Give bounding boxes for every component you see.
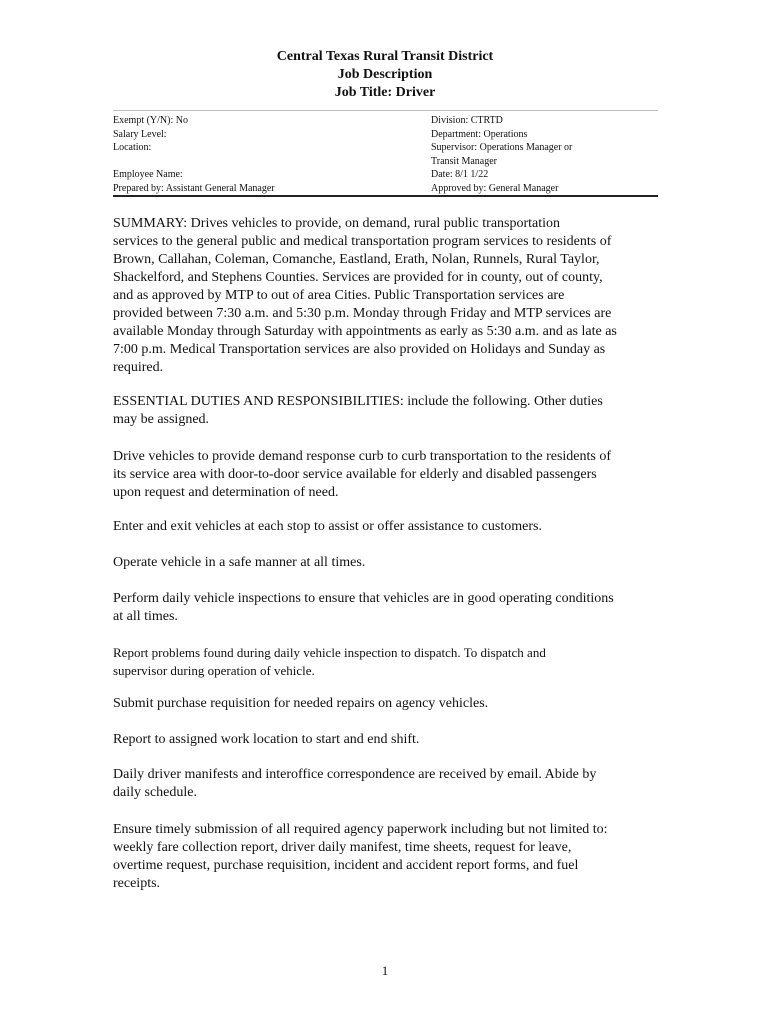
employee-field: Employee Name: (113, 169, 183, 180)
meta-right-column (431, 114, 661, 195)
exempt-field: Exempt (Y/N): No (113, 115, 188, 126)
duty-drive-vehicles: Drive vehicles to provide demand response curb to curb transportation to the residents of its service area with door-to-door service available for elderly and disabled passengers upon request and determination of need. (113, 449, 612, 500)
header-rule-bottom (113, 195, 658, 197)
prepared-by-field: Prepared by: Assistant General Manager (113, 182, 275, 194)
page-number: 1 (381, 963, 389, 978)
duties-heading-paragraph: ESSENTIAL DUTIES AND RESPONSIBILITIES: include the following. Other duties may be assigned. (113, 394, 603, 427)
department-field: Department: Operations (431, 128, 528, 140)
duty-purchase-requisition: Submit purchase requisition for needed repairs on agency vehicles. (113, 696, 489, 711)
job-title: Job Title: Driver (334, 85, 436, 100)
duty-report-problems: Report problems found during daily vehicle inspection to dispatch. To dispatch and supervisor during operation of vehicle. (113, 645, 546, 678)
division-field: Division: CTRTD (431, 115, 503, 126)
summary-paragraph: SUMMARY: Drives vehicles to provide, on demand, rural public transportation services to the general public and medical transportation program services to residents of Brown, Callahan, Coleman, Comanche, Eastland, Erath, Nolan, Runnels, Rural Taylor, Shackelford, and Stephens Counties. Services are provided for in county, out of county, and as approved by MTP to out of area Cities. Public Transportation services are provided between 7:30 a.m. and 5:30 p.m. Monday through Friday and MTP services are available Monday through Saturday with appointments as early as 5:30 a.m. and as late as 7:00 p.m. Medical Transportation services are also provided on Holidays and Sunday as required. (113, 216, 617, 375)
duty-enter-exit: Enter and exit vehicles at each stop to assist or offer assistance to customers. (113, 519, 542, 534)
date-field: Date: 8/1 1/22 (431, 169, 489, 180)
org-title: Central Texas Rural Transit District (276, 49, 494, 64)
duty-paperwork: Ensure timely submission of all required agency paperwork including but not limited to: weekly fare collection report, driver daily manifest, time sheets, request for leave, overtime request, purchase requisition, incident and accident report forms, and fuel receipts. (113, 822, 608, 891)
duty-inspections: Perform daily vehicle inspections to ensure that vehicles are in good operating conditions at all times. (113, 591, 614, 624)
supervisor-field-cont: Transit Manager (431, 155, 498, 167)
duty-operate-safely: Operate vehicle in a safe manner at all times. (113, 555, 366, 570)
supervisor-field: Supervisor: Operations Manager or (431, 142, 573, 153)
meta-left-column (113, 114, 275, 195)
salary-field: Salary Level: (113, 128, 167, 140)
header-rule-top (113, 110, 658, 111)
duty-report-location: Report to assigned work location to start and end shift. (113, 732, 420, 747)
location-field: Location: (113, 142, 152, 153)
doc-type-title: Job Description (337, 67, 433, 82)
duty-manifests: Daily driver manifests and interoffice correspondence are received by email. Abide by daily schedule. (113, 767, 597, 800)
approved-by-field: Approved by: General Manager (431, 182, 559, 194)
